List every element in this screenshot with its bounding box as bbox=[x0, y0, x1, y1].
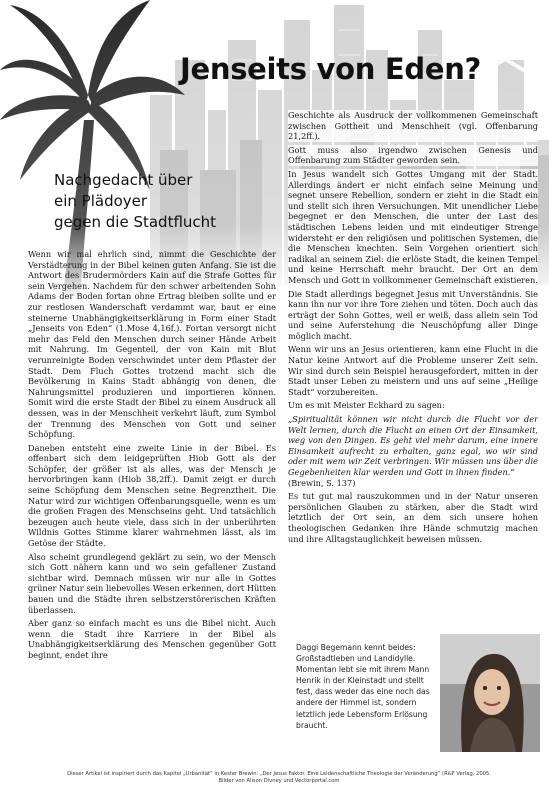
author-box bbox=[296, 634, 540, 768]
footer-line: Bilder von Alison Divney und Vectorportal.com bbox=[218, 778, 340, 784]
subtitle-line: gegen die Stadtflucht bbox=[54, 213, 217, 231]
paragraph: Geschichte als Ausdruck der vollkommenen Gemeinschaft zwischen Gottheit und Menschheit (vgl. Offenbarung 21,2ff.). bbox=[288, 110, 538, 142]
paragraph: Gott muss also irgendwo zwischen Genesis und Offenbarung zum Städter geworden sein. bbox=[288, 144, 538, 166]
subtitle-line: ein Plädoyer bbox=[54, 192, 148, 210]
author-bio: Daggi Begemann kennt beides: Großstadtleben und Landidylle. Momentan lebt sie mit ihrem Mann Henrik in der Kleinstadt und stellt fest, dass weder das eine noch das andere der Himmel ist, sondern letztlich jede Lebensform Erlösung braucht. bbox=[296, 643, 430, 730]
paragraph: Es tut gut mal rauszukommen und in der Natur unseren persönlichen Glauben zu stärken, aber die Stadt wird letztlich der Ort sein, an dem sich unsere hohen theologischen Gedanken ihre Hände schmutzig machen und ihre Alltagstauglichkeit beweisen müssen. bbox=[288, 491, 538, 544]
quote-block bbox=[288, 414, 538, 488]
paragraph: Aber ganz so einfach macht es uns die Bibel nicht. Auch wenn die Stadt ihre Karriere in der Bibel als Unabhängigkeitserklärung des Menschen gegenüber Gott beginnt, endet ihre bbox=[28, 618, 276, 660]
right-column bbox=[288, 110, 538, 630]
left-column bbox=[28, 249, 276, 769]
subtitle bbox=[54, 170, 284, 233]
subtitle-line: Nachgedacht über bbox=[54, 171, 193, 189]
page-title: Jenseits von Eden? bbox=[180, 52, 482, 86]
paragraph: Die Stadt allerdings begegnet Jesus mit Unverständnis. Sie kann ihn nur vor ihre Tore ziehen und töten. Doch auch das erträgt der Sohn Gottes, weil er weiß, dass allein sein Tod und seine Auferstehung die Neuschöpfung aller Dinge möglich macht. bbox=[288, 288, 538, 341]
quote-text: „Spiritualität können wir nicht durch die Flucht vor der Welt lernen, durch die Flucht an einen Ort der Einsamkeit, weg von den Dingen. Es geht viel mehr darum, eine innere Einsamkeit aufrecht zu erhalten, ganz egal, wo wir sind oder mit wem wir Zeit verbringen. Wir müssen uns über die Gegebenheiten klar werden und Gott in ihnen finden.“ bbox=[288, 414, 538, 477]
paragraph: Daneben entsteht eine zweite Linie in der Bibel. Es offenbart sich dem leidgeprüften Hiob Gott als der Schöpfer, der größer ist als alles, was der Mensch je hervorbringen kann (Hiob 38,2ff.). Damit zeigt er durch seine Schöpfung dem Menschen seine Begrenztheit. Die Natur wird zur wichtigen Offenbarungsquelle, wenn es um die großen Fragen des Menschseins geht. Und tatsächlich bezeugen auch heute viele, dass sich in der unberührten Wildnis Gottes Stimme klarer wahrnehmen lässt, als im Getöse der Städte. bbox=[28, 442, 276, 549]
footer-line: Dieser Artikel ist inspiriert durch das Kapitel „Urbanität“ in Kester Brewin: „Der Jesus Faktor. Eine Leidenschaftliche Theologie der Veränderung“ (R&F Verlag, 2005. bbox=[67, 771, 491, 777]
author-photo bbox=[440, 634, 540, 752]
footer-credits bbox=[24, 771, 534, 785]
paragraph: Wenn wir mal ehrlich sind, nimmt die Geschichte der Verstädterung in der Bibel keinen guten Anfang. Sie ist die Antwort des Brudermörders Kain auf die Strafe Gottes für sein Vergehen. Nachdem für den schwer arbeitenden Sohn Adams der Boden fortan ohne Ertrag bleiben sollte und er zur restlosen Wanderschaft verdammt war, baut er eine steinerne Unabhängigkeitserklärung in Form einer Stadt „Jenseits von Eden“ (1.Mose 4,16f.). Fortan versorgt nicht mehr das Feld den Menschen durch seiner Hände Arbeit mit Nahrung. Im Gegenteil, der von Kain mit Blut verunreinigte Boden verschwindet unter dem Pflaster der Stadt. Dem Fluch Gottes trotzend macht sich die Bevölkerung in Kains Stadt abhängig von denen, die Nahrungsmittel produzieren und importieren können. Somit wird die erste Stadt der Bibel zu einem Ausdruck all dessen, was in der Menschheit verkehrt läuft, zum Symbol der Trennung des Menschen von Gott und seiner Schöpfung. bbox=[28, 249, 276, 440]
paragraph: Wenn wir uns an Jesus orientieren, kann eine Flucht in die Natur keine Antwort auf die Probleme unserer Zeit sein. Wir sind durch sein Beispiel herausgefordert, mitten in der Stadt unser Leben zu meistern und uns auf seine „Heilige Stadt“ vorzubereiten. bbox=[288, 344, 538, 397]
quote-source: (Brewin, S. 137) bbox=[288, 477, 356, 488]
paragraph: In Jesus wandelt sich Gottes Umgang mit der Stadt. Allerdings ändert er nicht einfach seine Meinung und segnet unsere Rebellion, sondern er zieht in die Stadt ein und stellt sich ihren Versuchungen. Mit unendlicher Liebe begegnet er den Menschen, die unter der Last des städtischen Lebens leiden und mit eindeutiger Strenge widersteht er den religiösen und politischen Systemen, die die Menschen knechten. Sein Vorgehen orientiert sich radikal an seinem Ziel: die erlöste Stadt, die keinen Tempel und keine Herrschaft mehr braucht. Der Ort an dem Mensch und Gott in vollkommener Gemeinschaft existieren. bbox=[288, 168, 538, 285]
paragraph: Also scheint grundlegend geklärt zu sein, wo der Mensch sich Gott nähern kann und wo sein gefallener Zustand sichtbar wird. Demnach müssen wir nur alle in Gottes grüner Natur sein liebevolles Wesen erkennen, dort Hütten bauen und die Städte ihren selbstzerstörerischen Kräften überlassen. bbox=[28, 551, 276, 615]
paragraph: Um es mit Meister Eckhard zu sagen: bbox=[288, 400, 538, 411]
